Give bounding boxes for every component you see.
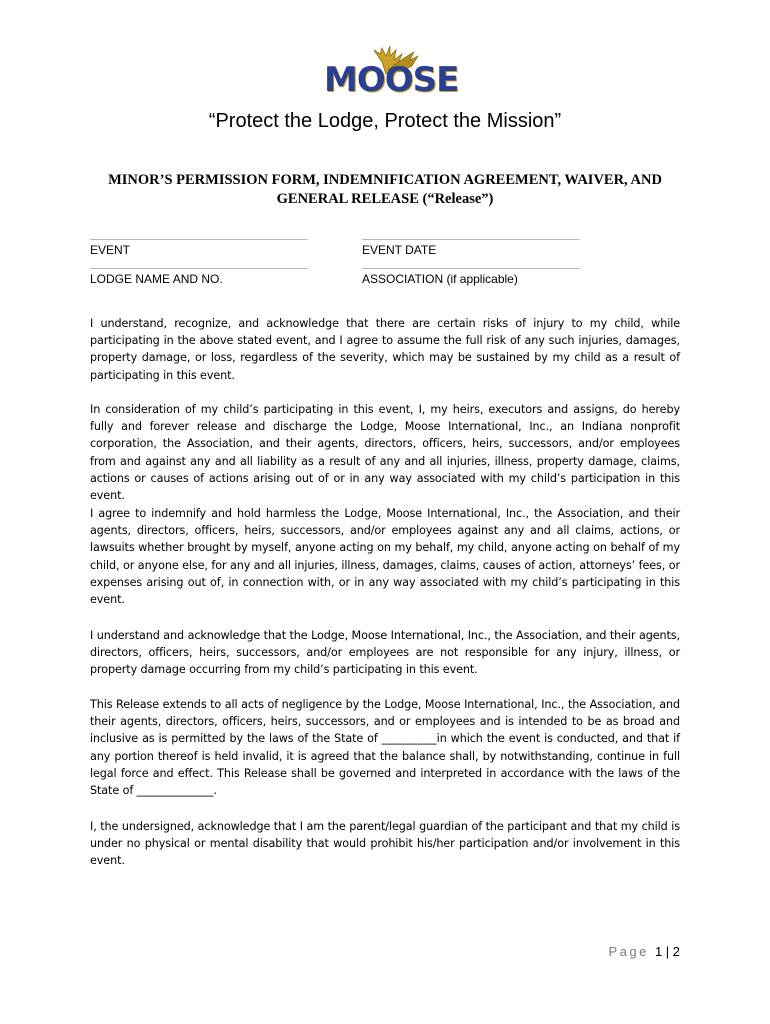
event-date-blank-line[interactable] <box>362 231 580 240</box>
association-label: ASSOCIATION (if applicable) <box>362 272 518 286</box>
form-title: MINOR’S PERMISSION FORM, INDEMNIFICATION AGREEMENT, WAIVER, AND GENERAL RELEASE (“Release”) <box>108 172 662 207</box>
page-footer <box>608 943 680 961</box>
association-blank-line[interactable] <box>362 260 580 269</box>
lodge-field[interactable] <box>90 260 308 286</box>
paragraph-release: In consideration of my child’s participating in this event, I, my heirs, executors and assigns, do hereby fully and forever release and discharge the Lodge, Moose International, Inc., an Indiana nonprofit corporation, the Association, and their agents, directors, officers, heirs, successors, and/or employees from and against any and all liability as a result of any and all injuries, illness, property damage, claims, actions or causes of actions arising out of or in any way associated with my child’s participation in this event. <box>90 403 680 503</box>
event-label: EVENT <box>90 243 131 257</box>
event-date-label: EVENT DATE <box>362 243 437 257</box>
page-word: Page <box>608 944 649 959</box>
lodge-label: LODGE NAME AND NO. <box>90 272 223 286</box>
lodge-blank-line[interactable] <box>90 260 308 269</box>
paragraph-risk: I understand, recognize, and acknowledge that there are certain risks of injury to my child, while participating in the above stated event, and I agree to assume the full risk of any such injuries, damages, property damage, or loss, regardless of the severity, which may be sustained by my child as a result of participating in this event. <box>90 317 680 382</box>
association-field[interactable] <box>362 260 580 286</box>
event-date-field[interactable] <box>362 231 580 257</box>
tagline: “Protect the Lodge, Protect the Mission” <box>208 110 562 132</box>
moose-logo <box>324 44 459 102</box>
paragraph-negligence: This Release extends to all acts of negligence by the Lodge, Moose International, Inc., the Association, and their agents, directors, officers, heirs, successors, and or employees and is intended to be as broad and inclusive as is permitted by the laws of the State of __________in which the event is conducted, and that if any portion thereof is held invalid, it is agreed that the balance shall, by notwithstanding, continue in full legal force and effect. This Release shall be governed and interpreted in accordance with the laws of the State of ______________. <box>90 698 680 798</box>
logo-wordmark: MOOSE <box>324 60 459 100</box>
page-number: 1 | 2 <box>654 944 680 959</box>
event-blank-line[interactable] <box>90 231 308 240</box>
paragraph-indemnify: I agree to indemnify and hold harmless the Lodge, Moose International, Inc., the Association, and their agents, directors, officers, heirs, successors, and/or employees against any and all claims, actions, or lawsuits whether brought by myself, anyone acting on my behalf, my child, anyone acting on behalf of my child, or anyone else, for any and all injuries, illness, damages, claims, causes of action, attorneys’ fees, or expenses arising out of, in connection with, or in any way associated with my child’s participating in this event. <box>90 507 680 607</box>
paragraph-guardian: I, the undersigned, acknowledge that I am the parent/legal guardian of the participant and that my child is under no physical or mental disability that would prohibit his/her participation and/or involvement in this event. <box>90 820 680 868</box>
paragraph-acknowledge: I understand and acknowledge that the Lodge, Moose International, Inc., the Association, and their agents, directors, officers, heirs, successors, and/or employees are not responsible for any injury, illness, or property damage occurring from my child’s participating in this event. <box>90 629 680 677</box>
event-field[interactable] <box>90 231 308 257</box>
